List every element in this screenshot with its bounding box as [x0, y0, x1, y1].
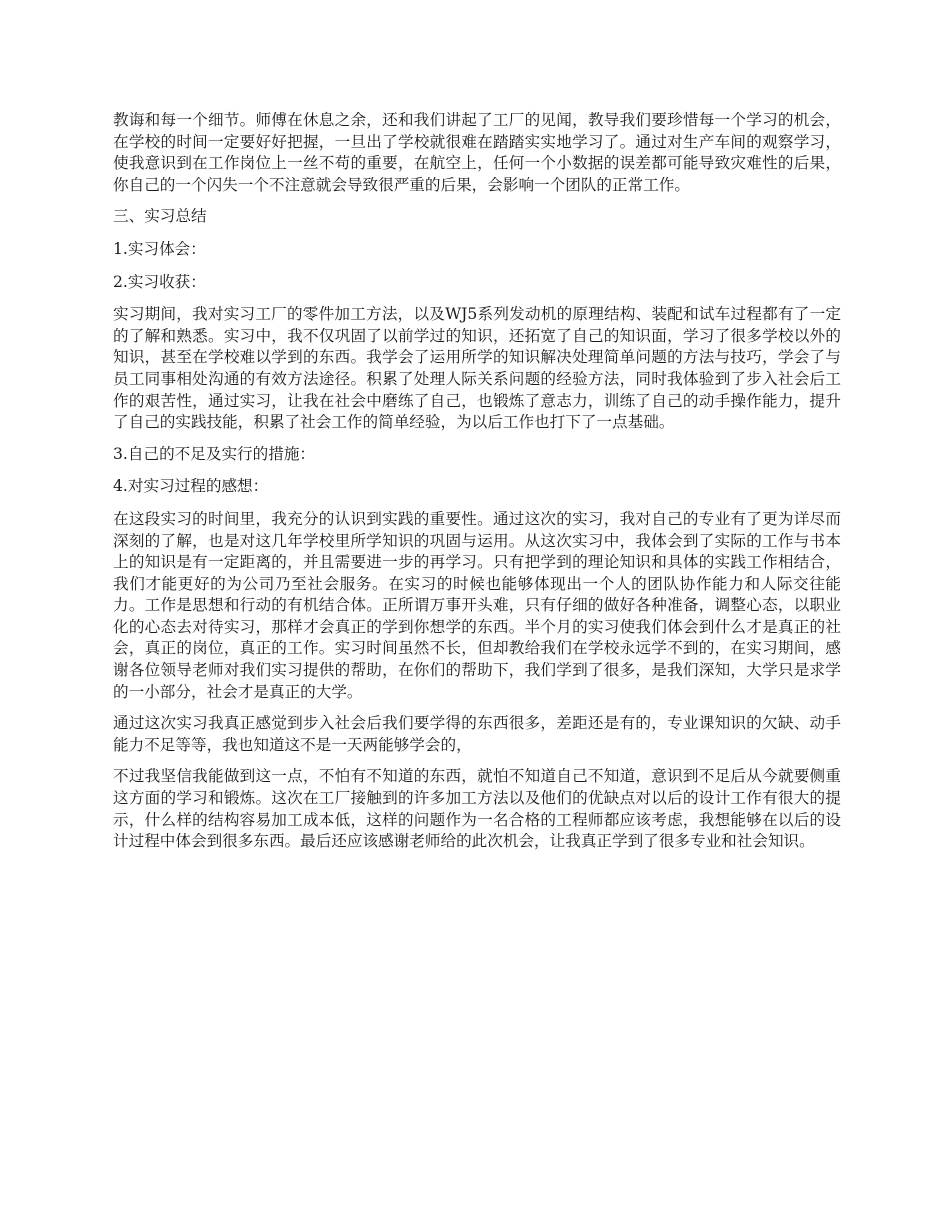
paragraph-intro: 教诲和每一个细节。师傅在休息之余，还和我们讲起了工厂的见闻，教导我们要珍惜每一个学习的机会，在学校的时间一定要好好把握，一旦出了学校就很难在踏踏实实地学习了。通过对生产车间的观察学习，使我意识到在工作岗位上一丝不苟的重要，在航空上，任何一个小数据的误差都可能导致灾难性的后果，你自己的一个闪失一个不注意就会导致很严重的后果，会影响一个团队的正常工作。	[113, 111, 841, 194]
paragraph-gains: 实习期间，我对实习工厂的零件加工方法，以及WJ5系列发动机的原理结构、装配和试车过程都有了一定的了解和熟悉。实习中，我不仅巩固了以前学过的知识，还拓宽了自己的知识面，学习了很多学校以外的知识，甚至在学校难以学到的东西。我学会了运用所学的知识解决处理简单问题的方法与技巧，学会了与员工同事相处沟通的有效方法途径。积累了处理人际关系问题的经验方法，同时我体验到了步入社会后工作的艰苦性，通过实习，让我在社会中磨练了自己，也锻炼了意志力，训练了自己的动手操作能力，提升了自己的实践技能，积累了社会工作的简单经验，为以后工作也打下了一点基础。	[113, 305, 841, 432]
subheading-reflections: 4.对实习过程的感想：	[113, 477, 269, 496]
paragraph-conclusion: 不过我坚信我能做到这一点，不怕有不知道的东西，就怕不知道自己不知道，意识到不足后从今就要侧重这方面的学习和锻炼。这次在工厂接触到的许多加工方法以及他们的优缺点对以后的设计工作有很大的提示，什么样的结构容易加工成本低，这样的问题作为一名合格的工程师都应该考虑，我想能够在以后的设计过程中体会到很多东西。最后还应该感谢老师给的此次机会，让我真正学到了很多专业和社会知识。	[113, 767, 841, 851]
subheading-shortcomings: 3.自己的不足及实行的措施：	[113, 444, 316, 463]
subheading-experience: 1.实习体会：	[113, 239, 206, 258]
document-page	[113, 110, 841, 863]
paragraph-realization: 通过这次实习我真正感觉到步入社会后我们要学得的东西很多，差距还是有的，专业课知识的欠缺、动手能力不足等等，我也知道这不是一天两能够学会的，	[113, 714, 841, 754]
section-heading-summary: 三、实习总结	[113, 207, 207, 226]
paragraph-reflections: 在这段实习的时间里，我充分的认识到实践的重要性。通过这次的实习，我对自己的专业有了更为详尽而深刻的了解，也是对这几年学校里所学知识的巩固与运用。从这次实习中，我体会到了实际的工作与书本上的知识是有一定距离的，并且需要进一步的再学习。只有把学到的理论知识和具体的实践工作相结合，我们才能更好的为公司乃至社会服务。在实习的时候也能够体现出一个人的团队协作能力和人际交往能力。工作是思想和行动的有机结合体。正所谓万事开头难，只有仔细的做好各种准备，调整心态，以职业化的心态去对待实习，那样才会真正的学到你想学的东西。半个月的实习使我们体会到什么才是真正的社会，真正的岗位，真正的工作。实习时间虽然不长，但却教给我们在学校永远学不到的，在实习期间，感谢各位领导老师对我们实习提供的帮助，在你们的帮助下，我们学到了很多，是我们深知，大学只是求学的一小部分，社会才是真正的大学。	[113, 509, 841, 701]
subheading-gains: 2.实习收获：	[113, 272, 206, 291]
